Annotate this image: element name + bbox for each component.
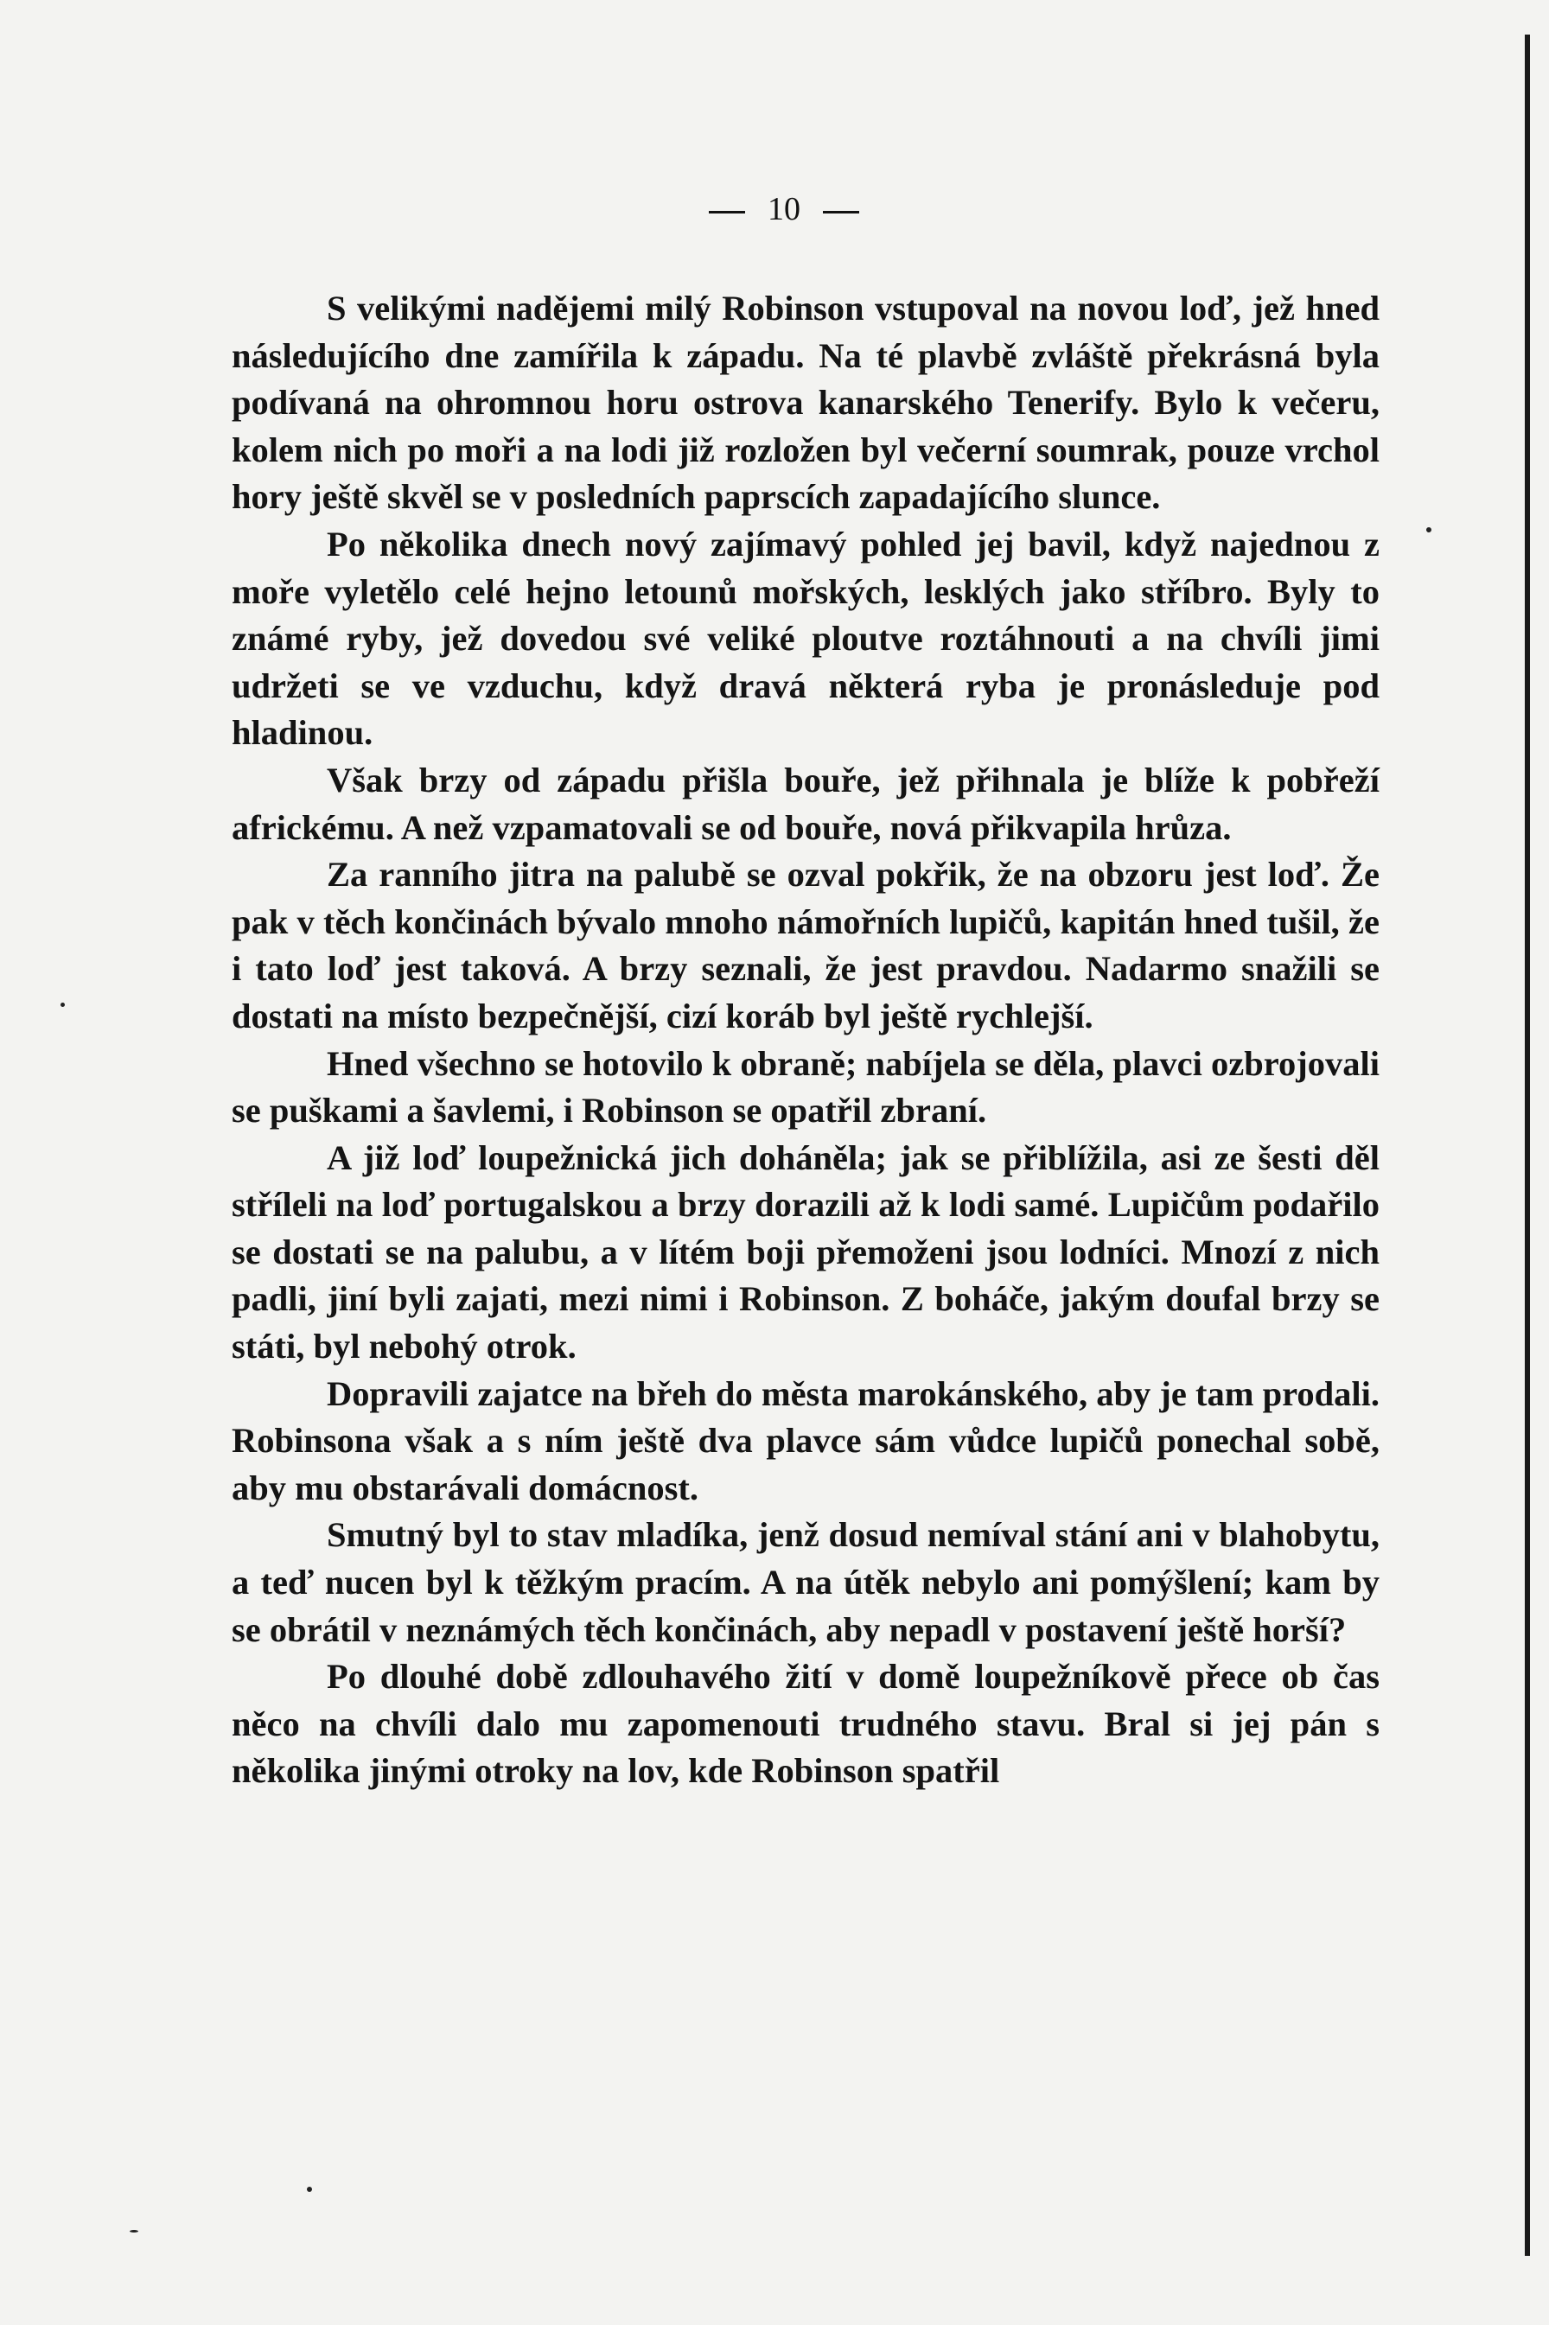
scan-speck <box>130 2230 138 2233</box>
page-number-dash-left <box>709 211 745 213</box>
body-text <box>232 285 1380 1795</box>
page-number-dash-right <box>823 211 859 213</box>
page-number-value: 10 <box>768 191 800 227</box>
scan-speck <box>307 2187 312 2192</box>
scan-speck <box>61 1003 65 1007</box>
paragraph: Smutný byl to stav mladíka, jenž dosud nemíval stání ani v blahobytu, a teď nucen byl k těžkým pracím. A na útěk nebylo ani pomýšlení; kam by se obrátil v neznámých těch končinách, aby nepadl v postavení ještě horší? <box>232 1515 1380 1649</box>
scan-speck <box>1426 527 1431 532</box>
paragraph: S velikými nadějemi milý Robinson vstupoval na novou loď, jež hned následujícího dne zamířila k západu. Na té plavbě zvláště překrásná byla podívaná na ohromnou horu ostrova kanarského Tenerify. Bylo k večeru, kolem nich po moři a na lodi již rozložen byl večerní soumrak, pouze vrchol hory ještě skvěl se v posledních paprscích zapadajícího slunce. <box>232 289 1380 517</box>
paragraph: Však brzy od západu přišla bouře, jež přihnala je blíže k pobřeží africkému. A než vzpamatovali se od bouře, nová přikvapila hrůza. <box>232 760 1380 847</box>
paragraph: A již loď loupežnická jich doháněla; jak se přiblížila, asi ze šesti děl stříleli na loď portugalskou a brzy dorazili až k lodi samé. Lupičům podařilo se dostati se na palubu, a v lítém boji přemoženi jsou lodníci. Mnozí z nich padli, jiní byli zajati, mezi nimi i Robinson. Z boháče, jakým doufal brzy se státi, byl nebohý otrok. <box>232 1137 1380 1366</box>
paragraph: Po několika dnech nový zajímavý pohled jej bavil, když najednou z moře vyletělo celé hejno letounů mořských, lesklých jako stříbro. Byly to známé ryby, jež dovedou své veliké ploutve roztáhnouti a na chvíli jimi udržeti se ve vzduchu, když dravá některá ryba je pronásleduje pod hladinou. <box>232 524 1380 753</box>
paragraph: Po dlouhé době zdlouhavého žití v domě loupežníkově přece ob čas něco na chvíli dalo mu zapomenouti trudného stavu. Bral si jej pán s několika jinými otroky na lov, kde Robinson spatřil <box>232 1657 1380 1791</box>
page-number <box>0 190 1568 228</box>
paragraph: Za ranního jitra na palubě se ozval pokřik, že na obzoru jest loď. Že pak v těch končinách bývalo mnoho námořních lupičů, kapitán hned tušil, že i tato loď jest taková. A brzy seznali, že jest pravdou. Nadarmo snažili se dostati na místo bezpečnější, cizí koráb byl ještě rychlejší. <box>232 855 1380 1035</box>
page-edge-shadow <box>1525 35 1530 2256</box>
paragraph: Hned všechno se hotovilo k obraně; nabíjela se děla, plavci ozbrojovali se puškami a šavlemi, i Robinson se opatřil zbraní. <box>232 1043 1380 1131</box>
paragraph: Dopravili zajatce na břeh do města marokánského, aby je tam prodali. Robinsona však a s ním ještě dva plavce sám vůdce lupičů ponechal sobě, aby mu obstarávali domácnost. <box>232 1373 1380 1507</box>
scan-margin <box>1549 0 1568 2325</box>
